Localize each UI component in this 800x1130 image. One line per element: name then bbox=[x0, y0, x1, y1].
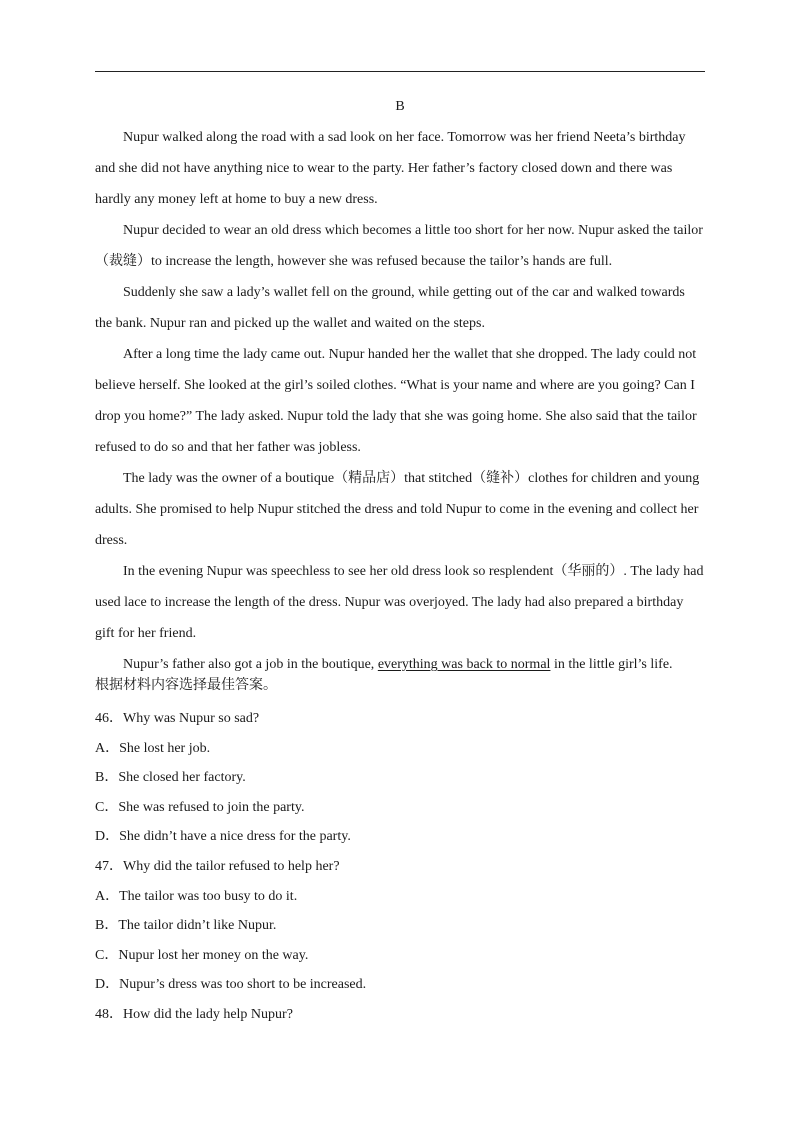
passage-paragraph-6: In the evening Nupur was speechless to see her old dress look so resplendent（华丽的）. The lady had used lace to increase the length of the dress. Nupur was overjoyed. The lady had also prepared a birthday gift for her friend. bbox=[95, 564, 704, 641]
underlined-phrase: everything was back to normal bbox=[377, 657, 551, 672]
passage-paragraph-3: Suddenly she saw a lady’s wallet fell on the ground, while getting out of the car and walked towards the bank. Nupur ran and picked up the wallet and waited on the steps. bbox=[95, 285, 685, 331]
question-46: 46．Why was Nupur so sad? bbox=[95, 711, 260, 726]
question-48: 48．How did the lady help Nupur? bbox=[95, 1006, 293, 1022]
instruction-text: 根据材料内容选择最佳答案。 bbox=[95, 678, 277, 693]
option-47-a: A．The tailor was too busy to do it. bbox=[95, 888, 298, 904]
section-heading: B bbox=[395, 99, 405, 114]
option-46-c: C．She was refused to join the party. bbox=[95, 799, 305, 815]
reading-passage bbox=[95, 122, 705, 680]
option-46-d: D．She didn’t have a nice dress for the party. bbox=[95, 829, 351, 845]
option-46-b: B．She closed her factory. bbox=[95, 770, 246, 786]
option-47-b: B．The tailor didn’t like Nupur. bbox=[95, 918, 277, 934]
passage-paragraph-5: The lady was the owner of a boutique（精品店）that stitched（缝补）clothes for children and young adults. She promised to help Nupur stitched the dress and told Nupur to come in the evening and collect her dress. bbox=[95, 471, 700, 548]
passage-paragraph-4: After a long time the lady came out. Nupur handed her the wallet that she dropped. The lady could not believe herself. She looked at the girl’s soiled clothes. “What is your name and where are you going? Can I drop you home?” The lady asked. Nupur told the lady that she was going home. She also said that the tailor refused to do so and that her father was jobless. bbox=[95, 347, 697, 455]
question-list bbox=[95, 704, 705, 1030]
question-47: 47．Why did the tailor refused to help her? bbox=[95, 858, 340, 874]
header-rule bbox=[95, 71, 705, 72]
last-para-after: in the little girl’s life. bbox=[550, 657, 673, 672]
passage-paragraph-1: Nupur walked along the road with a sad look on her face. Tomorrow was her friend Neeta’s birthday and she did not have anything nice to wear to the party. Her father’s factory closed down and there was hardly any money left at home to buy a new dress. bbox=[95, 130, 686, 207]
passage-paragraph-2: Nupur decided to wear an old dress which becomes a little too short for her now. Nupur asked the tailor（裁缝）to increase the length, however she was refused because the tailor’s hands are full. bbox=[95, 223, 703, 269]
option-46-a: A．She lost her job. bbox=[95, 740, 211, 756]
last-para-before: Nupur’s father also got a job in the boutique, bbox=[123, 657, 378, 672]
option-47-c: C．Nupur lost her money on the way. bbox=[95, 947, 309, 963]
option-47-d: D．Nupur’s dress was too short to be increased. bbox=[95, 977, 367, 993]
